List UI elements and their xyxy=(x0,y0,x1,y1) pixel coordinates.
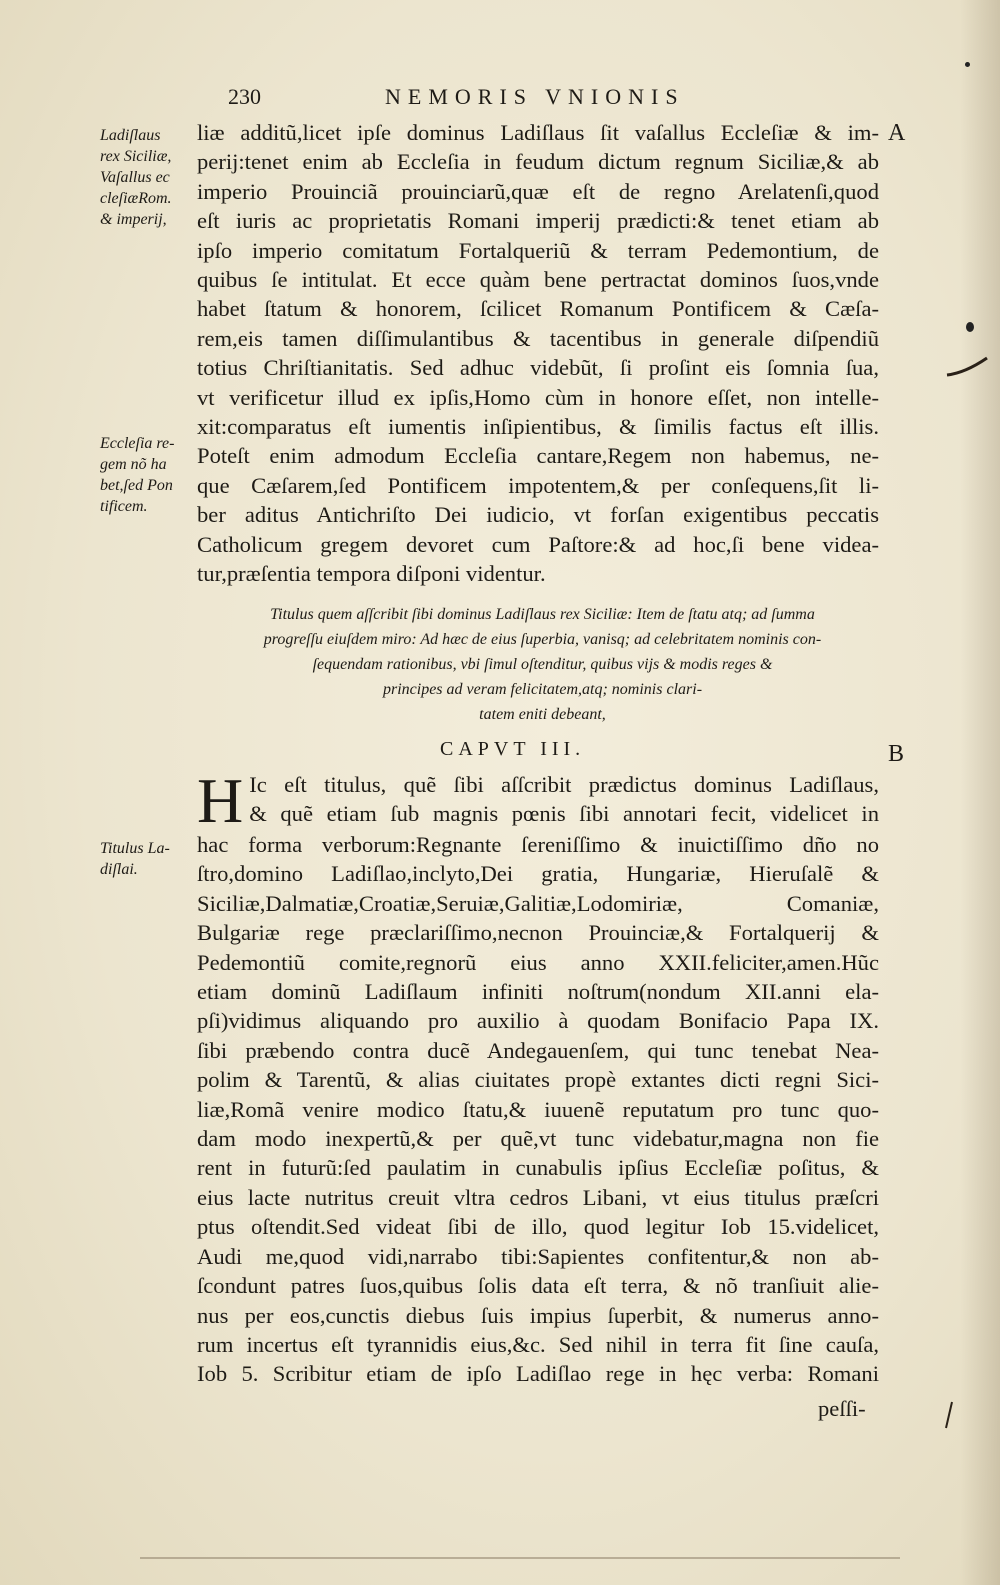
running-title: NEMORIS VNIONIS xyxy=(385,84,685,109)
text-line: totius Chriſtianitatis. Sed adhuc videbũt, ſi proſint eis ſomnia ſua, xyxy=(197,355,879,381)
margin-note-line: bet,ſed Pon xyxy=(100,477,173,494)
text-line: Ic eſt titulus, quẽ ſibi aſſcribit prædictus dominus Ladiſlaus, xyxy=(249,772,879,797)
text-line: rem,eis tamen diſſimulantibus & tacentibus in generale diſpendiũ xyxy=(197,325,879,351)
text-line: eſt iuris ac proprietatis Romani imperij prædicti:& tenet etiam ab xyxy=(197,208,879,234)
text-line: tur,præſentia tempora diſponi videntur. xyxy=(197,561,546,587)
text-line: etiam dominũ Ladiſlaum infiniti noſtrum(nondum XII.anni ela- xyxy=(197,979,879,1005)
chapter-title-line: tatem eniti debeant, xyxy=(479,706,606,723)
ink-stroke-mark xyxy=(940,1400,960,1430)
margin-note-titulus xyxy=(100,838,170,880)
chapter-title-line: ſequendam rationibus, vbi ſimul oſtenditur, quibus vijs & modis reges & xyxy=(312,656,773,673)
margin-note-ecclesia xyxy=(100,433,174,517)
side-letter-b: B xyxy=(888,741,905,767)
text-line: vt verificetur illud ex ipſis,Homo cùm in honore eſſet, non intelle- xyxy=(197,384,879,410)
text-line: liæ,Romã venire modico ſtatu,& iuuenẽ reputatum pro tunc quo- xyxy=(197,1096,879,1122)
text-line: imperio Prouinciã prouinciarũ,quæ eſt de regno Arelatenſi,quod xyxy=(197,178,879,204)
text-line: ptus oſtendit.Sed videat ſibi de illo, quod legitur Iob 15.videlicet, xyxy=(197,1214,879,1240)
text-line: pſi)vidimus aliquando pro auxilio à quodam Bonifacio Papa IX. xyxy=(197,1008,879,1034)
ink-stroke-mark xyxy=(945,355,990,380)
body-text-part-1 xyxy=(197,118,879,589)
margin-note-line: diſlai. xyxy=(100,861,138,878)
page-number: 230 xyxy=(228,84,261,109)
margin-note-line: Titulus La- xyxy=(100,840,170,857)
chapter-title-line: principes ad veram felicitatem,atq; nominis clari- xyxy=(382,681,703,698)
text-line: Bulgariæ rege præclariſſimo,necnon Prouinciæ,& Fortalquerij & xyxy=(197,920,879,946)
ink-spot xyxy=(965,62,970,67)
catchword: peſſi- xyxy=(818,1396,866,1421)
text-line: ber aditus Antichriſto Dei iudicio, vt forſan exigentibus peccatis xyxy=(197,502,879,528)
text-line: nus per eos,cunctis diebus ſuis impius ſuperbit, & numerus anno- xyxy=(197,1302,879,1328)
text-line: Poteſt enim admodum Eccleſia cantare,Regem non habemus, ne- xyxy=(197,443,879,469)
text-line: polim & Tarentũ, & alias ciuitates propè extantes dicti regni Sici- xyxy=(197,1067,879,1093)
page-bottom-edge xyxy=(140,1557,900,1559)
margin-note-line: gem nõ ha xyxy=(100,456,167,473)
margin-note-line: tificem. xyxy=(100,498,148,515)
margin-note-line: Eccleſia re- xyxy=(100,435,175,452)
margin-note-ladislaus xyxy=(100,125,172,230)
chapter-heading: CAPVT III. xyxy=(440,738,586,760)
text-line: eius lacte nutritus creuit vltra cedros Libani, vt eius titulus præſcri xyxy=(197,1184,879,1210)
text-line: ſcondunt patres ſuos,quibus ſolis data eſt terra, & nõ tranſiuit alie- xyxy=(197,1273,879,1299)
text-line: Catholicum gregem devoret cum Paſtore:& ad hoc,ſi bene videa- xyxy=(197,531,879,557)
chapter-title xyxy=(210,602,875,727)
text-line: Siciliæ,Dalmatiæ,Croatiæ,Seruiæ,Galitiæ,Lodomiriæ, Comaniæ, xyxy=(197,890,879,916)
text-line: habet ſtatum & honorem, ſcilicet Romanum Pontificem & Cæſa- xyxy=(197,296,879,322)
text-line: hac forma verborum:Regnante ſereniſſimo & inuictiſſimo dño no xyxy=(197,832,879,857)
page-header xyxy=(200,84,760,114)
margin-note-line: rex Siciliæ, xyxy=(100,148,172,165)
text-line: ſtro,domino Ladiſlao,inclyto,Dei gratia, Hungariæ, Hieruſalẽ & xyxy=(197,861,879,887)
drop-cap: H xyxy=(197,765,244,836)
chapter-title-line: Titulus quem aſſcribit ſibi dominus Ladiſlaus rex Siciliæ: Item de ſtatu atq; ad ſumma xyxy=(270,606,815,623)
margin-note-line: cleſiæRom. xyxy=(100,190,172,207)
body-text-part-2 xyxy=(197,765,879,1389)
text-line: Iob 5. Scribitur etiam de ipſo Ladiſlao rege in hęc verba: Romani xyxy=(197,1361,879,1387)
gutter-shadow xyxy=(960,0,1000,1585)
text-line: rent in futurũ:ſed paulatim in cunabulis ipſius Eccleſiæ poſitus, & xyxy=(197,1155,879,1181)
margin-note-line: Ladiſlaus xyxy=(100,127,161,144)
text-line: ipſo imperio comitatum Fortalqueriũ & terram Pedemontium, de xyxy=(197,237,879,263)
text-line: que Cæſarem,ſed Pontificem impotentem,& per conſequens,ſit li- xyxy=(197,472,879,498)
text-line: Audi me,quod vidi,narrabo tibi:Sapientes confitentur,& non ab- xyxy=(197,1243,879,1269)
chapter-title-line: progreſſu eiuſdem miro: Ad hæc de eius ſuperbia, vanisq; ad celebritatem nominis con- xyxy=(263,631,822,648)
text-line: & quẽ etiam ſub magnis pœnis ſibi annotari fecit, videlicet in xyxy=(249,801,879,827)
text-line: quibus ſe intitulat. Et ecce quàm bene pertractat dominos ſuos,vnde xyxy=(197,267,879,293)
text-line: xit:comparatus eſt iumentis inſipientibus, & ſimilis factus eſt illis. xyxy=(197,414,879,440)
side-letter-a: A xyxy=(888,120,906,146)
text-line: rum incertus eſt tyrannidis eius,&c. Sed nihil in terra fit ſine cauſa, xyxy=(197,1331,879,1357)
text-line: ſibi præbendo contra ducẽ Andegauenſem, qui tunc tenebat Nea- xyxy=(197,1037,879,1063)
ink-spot xyxy=(966,322,974,332)
margin-note-line: & imperij, xyxy=(100,211,167,228)
text-line: liæ additũ,licet ipſe dominus Ladiſlaus ſit vaſallus Eccleſiæ & im- xyxy=(197,120,879,145)
margin-note-line: Vaſallus ec xyxy=(100,169,170,186)
text-line: perij:tenet enim ab Eccleſia in feudum dictum regnum Siciliæ,& ab xyxy=(197,149,879,175)
text-line: dam modo inexpertũ,& per quẽ,vt tunc videbatur,magna non fie xyxy=(197,1126,879,1152)
text-line: Pedemontiũ comite,regnorũ eius anno XXII.feliciter,amen.Hũc xyxy=(197,949,879,975)
